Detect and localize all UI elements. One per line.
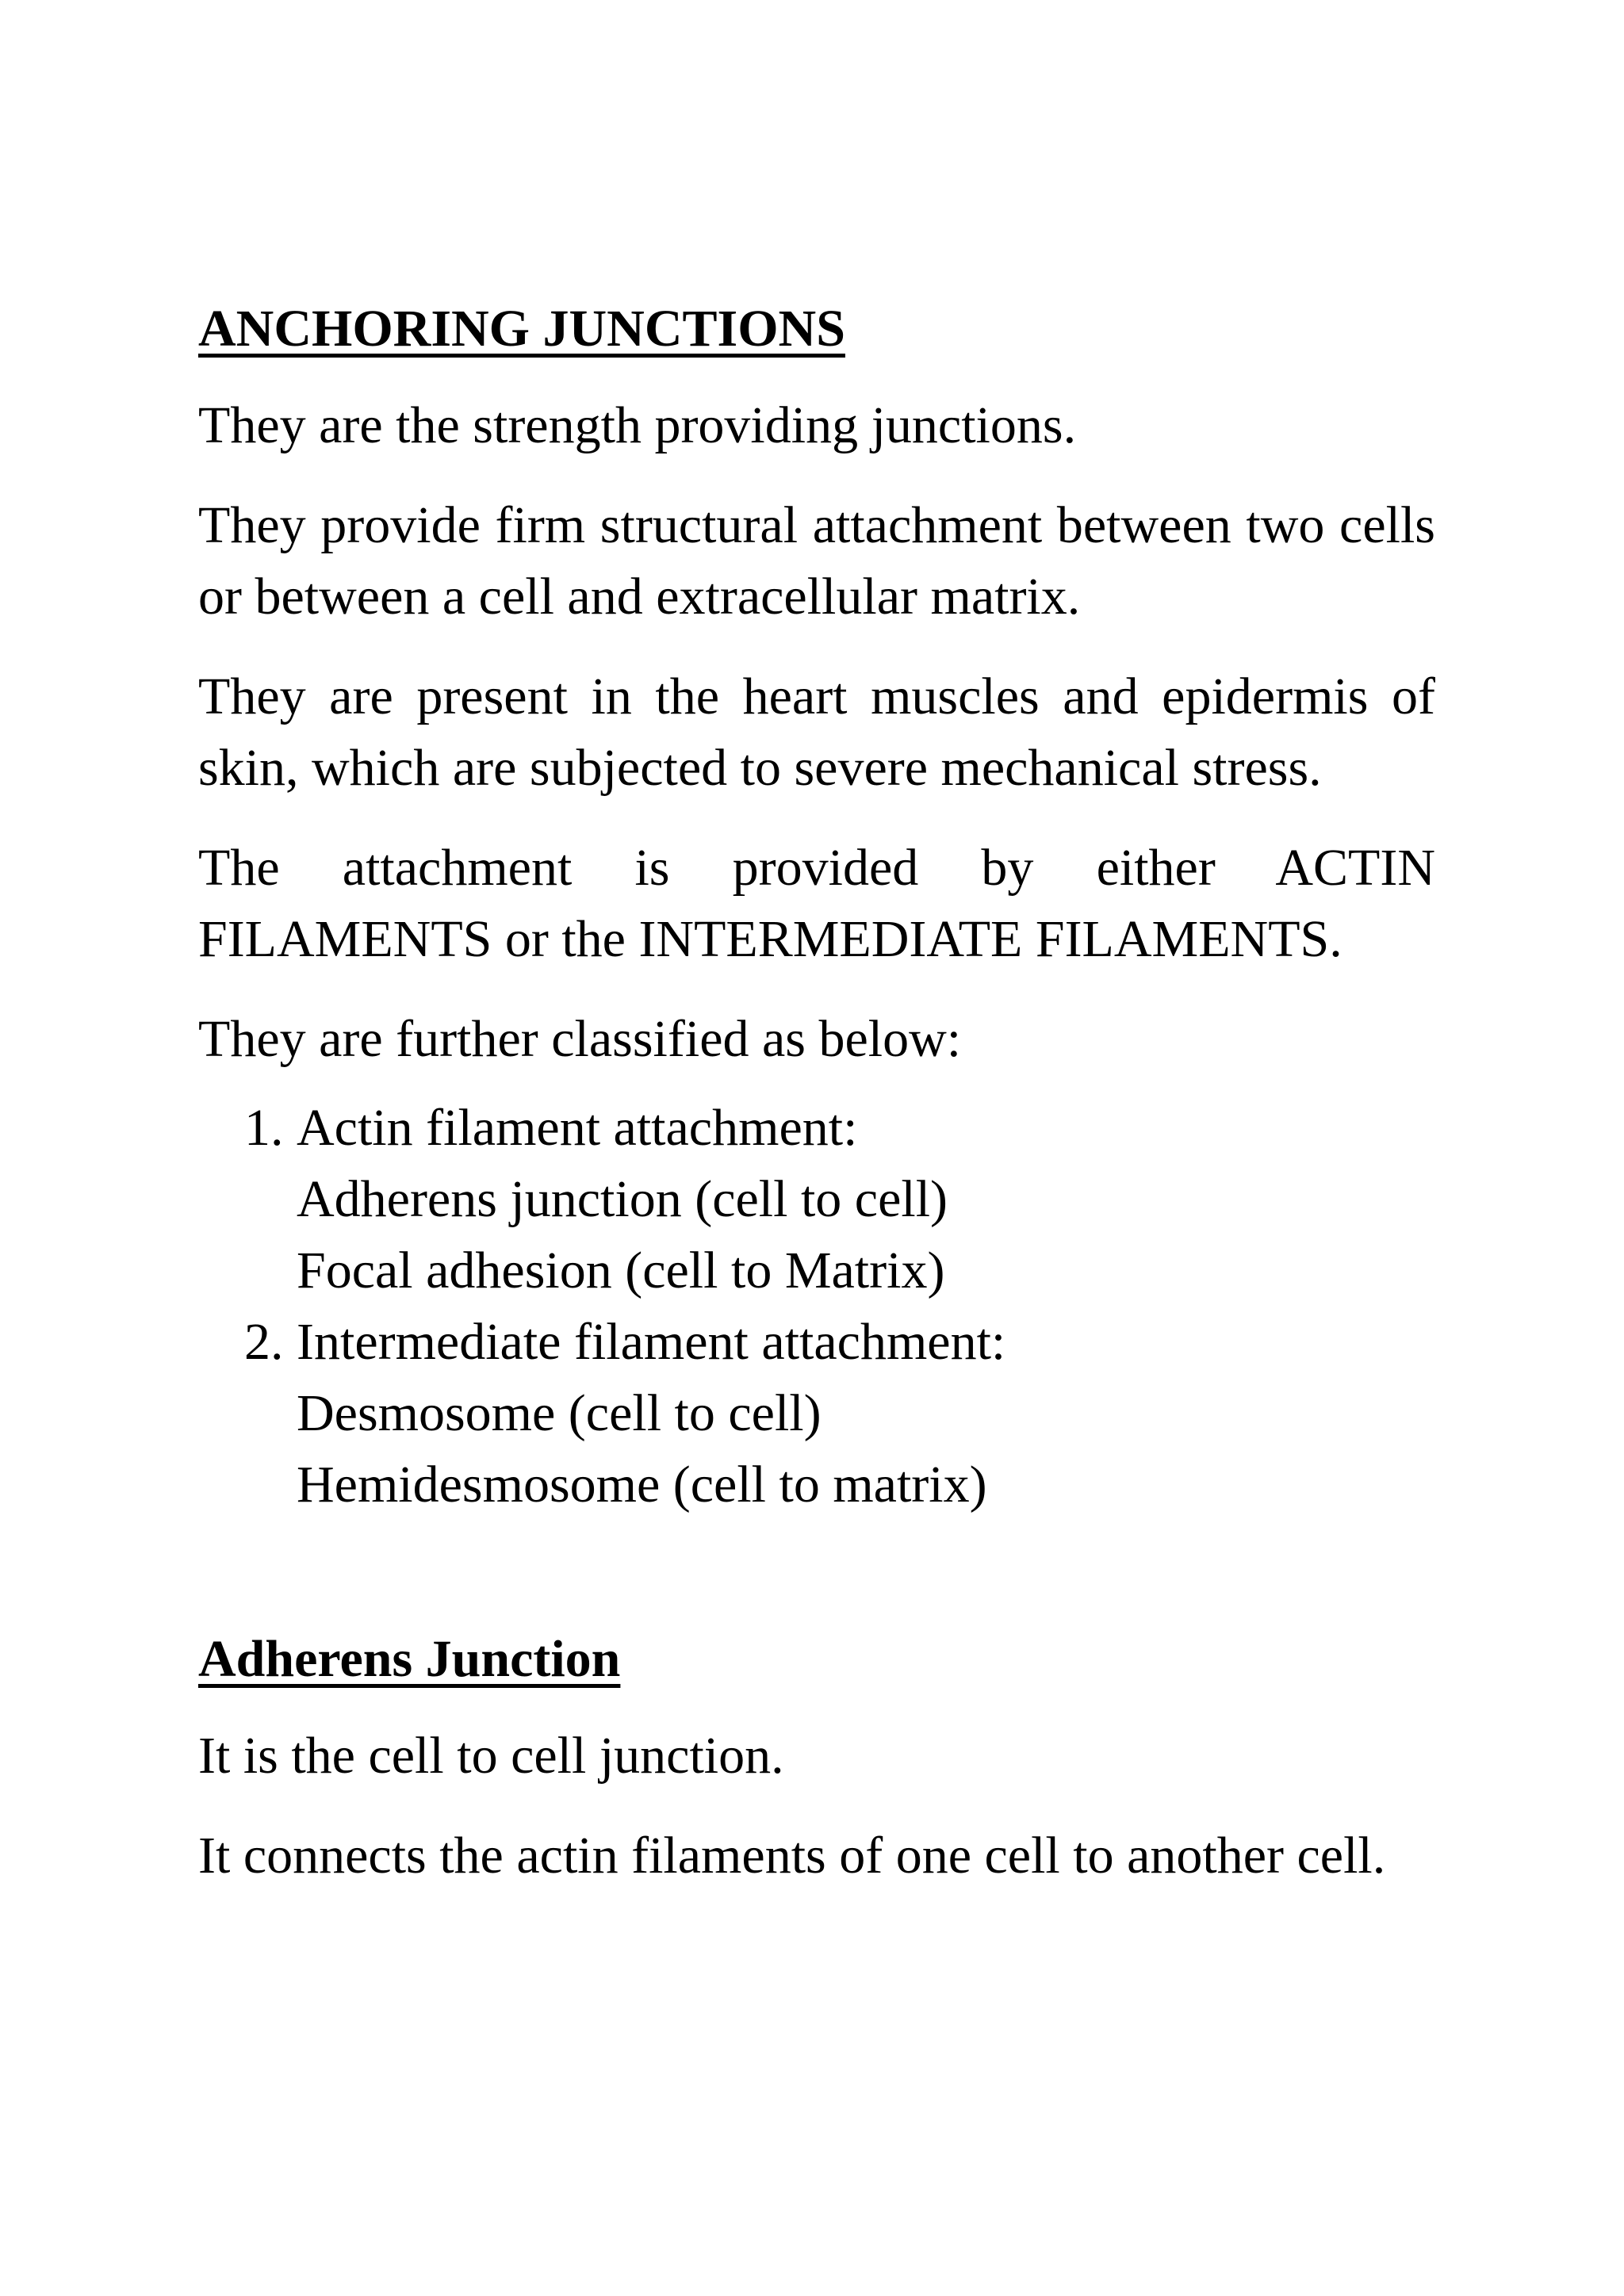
section-heading-anchoring-junctions: ANCHORING JUNCTIONS (198, 300, 845, 358)
section-spacer (198, 1521, 1435, 1624)
list-sub-item: Hemidesmosome (cell to matrix) (297, 1456, 987, 1513)
list-item-intermediate (198, 1307, 1435, 1521)
list-number: 2. (244, 1313, 284, 1371)
list-item-title: Intermediate filament attachment: (297, 1313, 1006, 1371)
list-number: 1. (244, 1099, 284, 1157)
paragraph-location: They are present in the heart muscles and epidermis of skin, which are subjected to severe mechanical stress. (198, 668, 1435, 797)
paragraph-attachment: They provide firm structural attachment between two cells or between a cell and extracellular matrix. (198, 496, 1435, 626)
document-page (198, 293, 1435, 1920)
classification-list (198, 1093, 1435, 1521)
list-item-actin (198, 1093, 1435, 1307)
list-sub-item: Focal adhesion (cell to Matrix) (297, 1242, 945, 1299)
paragraph-strength: They are the strength providing junctions. (198, 396, 1077, 454)
list-item-title: Actin filament attachment: (297, 1099, 858, 1157)
list-sub-item: Desmosome (cell to cell) (297, 1384, 822, 1442)
paragraph-classified: They are further classified as below: (198, 1010, 962, 1068)
list-sub-item: Adherens junction (cell to cell) (297, 1170, 948, 1228)
paragraph-connects: It connects the actin filaments of one cell to another cell. (198, 1827, 1386, 1885)
section-heading-adherens-junction: Adherens Junction (198, 1630, 621, 1688)
paragraph-cell-to-cell: It is the cell to cell junction. (198, 1727, 784, 1785)
paragraph-filaments: The attachment is provided by either ACTIN FILAMENTS or the INTERMEDIATE FILAMENTS. (198, 839, 1435, 968)
